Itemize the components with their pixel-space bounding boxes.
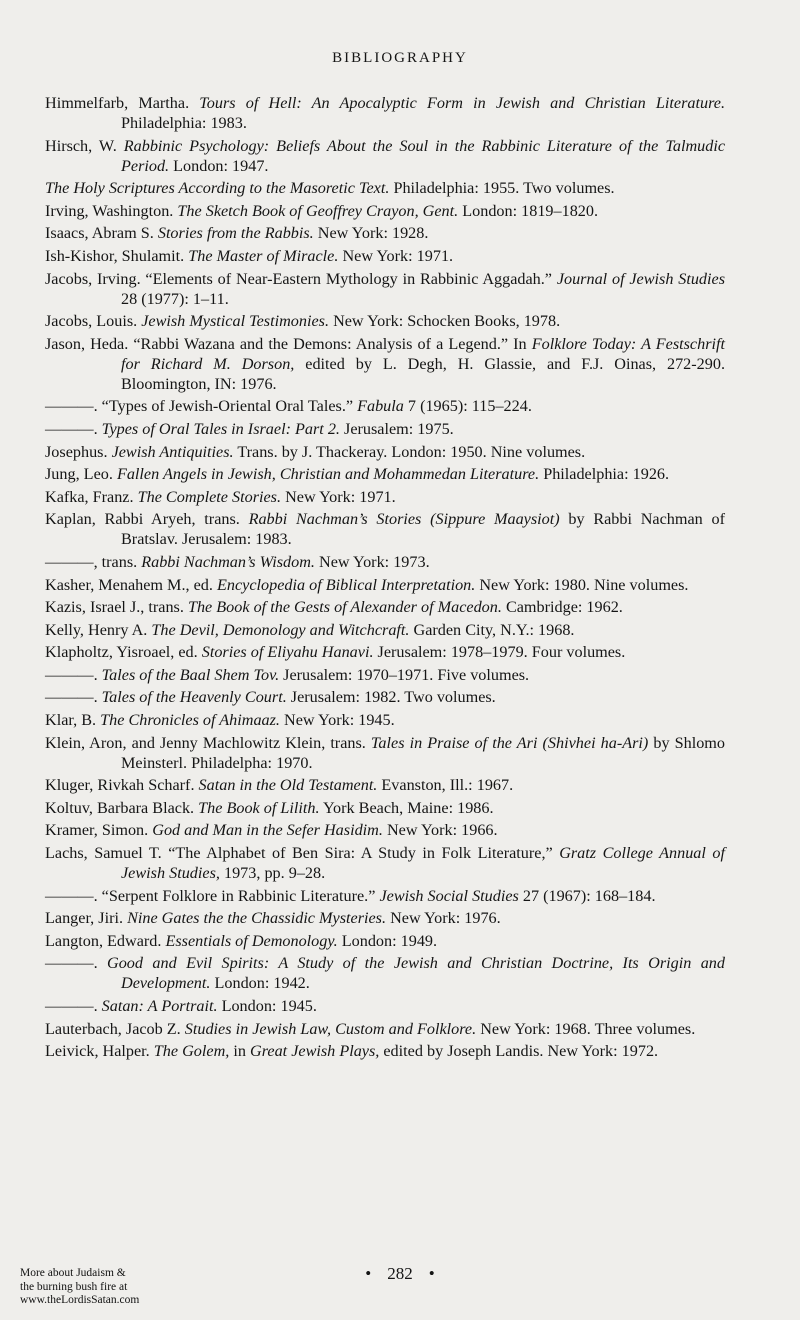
watermark-note [20, 1267, 180, 1308]
page-number-dot-left: • [365, 1264, 372, 1283]
entry-text: Josephus. [45, 442, 112, 461]
bibliography-entry [45, 269, 725, 309]
entry-text: Jerusalem: 1970–1971. Five volumes. [279, 665, 530, 684]
entry-text: London: 1942. [210, 974, 310, 993]
entry-title: Good and Evil Spirits: A Study of the Jewish and Christian Doctrine, Its Origin and Development. [107, 954, 725, 993]
entry-text: Jacobs, Irving. “Elements of Near-Eastern Mythology in Rabbinic Aggadah.” [45, 269, 557, 288]
bibliography-entry [45, 620, 725, 640]
entry-text: Trans. by J. Thackeray. London: 1950. Nine volumes. [233, 442, 586, 461]
bibliography-entry [45, 908, 725, 928]
entry-text: 7 (1965): 115–224. [403, 397, 532, 416]
entry-title: Jewish Social Studies [379, 886, 519, 905]
entry-title: Essentials of Demonology. [165, 931, 338, 950]
page-number-dot-right: • [428, 1264, 435, 1283]
entry-text: Jerusalem: 1982. Two volumes. [286, 688, 496, 707]
entry-text: Klar, B. [45, 711, 101, 730]
entry-title: The Holy Scriptures According to the Masoretic Text. [45, 179, 390, 198]
entry-text: Klapholtz, Yisroael, ed. [45, 643, 202, 662]
entry-title: The Master of Miracle. [188, 246, 339, 265]
entry-text: ———. “Serpent Folklore in Rabbinic Literature.” [45, 886, 380, 905]
entry-title: Gratz College Annual of Jewish Studies, [121, 844, 725, 883]
entry-title: Satan: A Portrait. [101, 997, 218, 1015]
bibliography-entry [45, 464, 725, 484]
entry-text: Garden City, N.Y.: 1968. [409, 620, 575, 639]
entry-text: New York: 1980. Nine volumes. [475, 575, 689, 594]
bibliography-entry [45, 396, 725, 416]
entry-text: Himmelfarb, Martha. [45, 94, 200, 112]
entry-text: ———. [45, 688, 102, 707]
bibliography-entry [45, 597, 725, 617]
bibliography-entry [45, 820, 725, 840]
entry-text: ———. “Types of Jewish-Oriental Oral Tales.” [45, 397, 358, 416]
entry-text: Kluger, Rivkah Scharf. [45, 776, 199, 795]
entry-text: London: 1819–1820. [458, 201, 599, 220]
entry-text: Evanston, Ill.: 1967. [377, 776, 514, 795]
entry-text: Philadelphia: 1926. [539, 465, 670, 484]
entry-title: God and Man in the Sefer Hasidim. [152, 821, 383, 840]
entry-text: London: 1945. [217, 997, 317, 1015]
entry-text: Leivick, Halper. [45, 1042, 154, 1061]
entry-title: The Devil, Demonology and Witchcraft. [151, 620, 410, 639]
entry-title: Studies in Jewish Law, Custom and Folklore. [184, 1019, 477, 1038]
entry-text: edited by Joseph Landis. New York: 1972. [379, 1042, 659, 1061]
watermark-note-line: More about Judaism & [20, 1267, 126, 1279]
bibliography-entry [45, 442, 725, 462]
entry-text: Isaacs, Abram S. [45, 224, 158, 243]
entry-text: Jerusalem: 1978–1979. Four volumes. [373, 643, 626, 662]
running-header: BIBLIOGRAPHY [332, 50, 468, 66]
entry-title: Types of Oral Tales in Israel: Part 2. [101, 419, 340, 438]
bibliography-entry [45, 642, 725, 662]
bibliography-entry [45, 487, 725, 507]
bibliography-entry [45, 246, 725, 266]
entry-title: Jewish Antiquities. [111, 442, 234, 461]
entry-title: The Book of the Gests of Alexander of Macedon. [187, 598, 502, 617]
bibliography-entry [45, 136, 725, 176]
entry-title: Fabula [357, 397, 404, 416]
bibliography-entry [45, 665, 725, 685]
entry-title: Journal of Jewish Studies [556, 269, 726, 288]
entry-title: The Chronicles of Ahimaaz. [100, 711, 280, 730]
entry-text: New York: 1945. [279, 711, 395, 730]
bibliography-entry [45, 311, 725, 331]
bibliography-entry [45, 334, 725, 394]
entry-text: Kazis, Israel J., trans. [45, 598, 188, 617]
page-number: 282 [387, 1264, 413, 1283]
bibliography-entry [45, 201, 725, 221]
entry-text: Lachs, Samuel T. “The Alphabet of Ben Sira: A Study in Folk Literature,” [45, 844, 560, 863]
entry-text: Kafka, Franz. [45, 487, 138, 506]
entry-title: Rabbi Nachman’s Stories (Sippure Maaysiot) [248, 510, 560, 529]
entry-text: Kramer, Simon. [45, 821, 153, 840]
entry-title: Encyclopedia of Biblical Interpretation. [216, 575, 476, 594]
entry-text: Langton, Edward. [45, 931, 166, 950]
watermark-note-link[interactable]: www.theLordisSatan.com [20, 1294, 140, 1306]
entry-text: ———. [45, 997, 102, 1015]
entry-text: Klein, Aron, and Jenny Machlowitz Klein, trans. [45, 733, 371, 752]
entry-title: Tales in Praise of the Ari (Shivhei ha-Ari) [370, 733, 649, 752]
entry-text: London: 1949. [337, 931, 438, 950]
entry-text: New York: 1968. Three volumes. [476, 1019, 696, 1038]
entry-text: Jacobs, Louis. [45, 312, 142, 331]
entry-text: Kaplan, Rabbi Aryeh, trans. [45, 510, 249, 529]
entry-text: New York: 1971. [281, 487, 396, 506]
entry-title: Tales of the Baal Shem Tov. [101, 665, 280, 684]
entry-text: in [229, 1042, 250, 1061]
entry-text: York Beach, Maine: 1986. [319, 798, 494, 817]
entry-text: ———. [45, 954, 108, 973]
watermark-note-line: the burning bush fire at [20, 1280, 128, 1293]
entry-text: Irving, Washington. [45, 201, 178, 220]
entry-text: New York: 1973. [314, 552, 430, 571]
bibliography-entry [45, 775, 725, 795]
entry-text: 1973, pp. 9–28. [219, 864, 326, 883]
bibliography-entry [45, 733, 725, 773]
entry-text: Philadelphia: 1955. Two volumes. [389, 179, 615, 198]
entry-title: Stories from the Rabbis. [157, 224, 314, 243]
bibliography-list [45, 93, 725, 1064]
entry-title: Satan in the Old Testament. [198, 776, 378, 795]
entry-text: Hirsch, W. [45, 136, 124, 155]
entry-title: The Sketch Book of Geoffrey Crayon, Gent. [177, 201, 459, 220]
bibliography-entry [45, 996, 725, 1016]
bibliography-entry [45, 552, 725, 572]
entry-text: New York: 1971. [338, 246, 454, 265]
bibliography-entry [45, 419, 725, 439]
entry-text: Koltuv, Barbara Black. [45, 798, 199, 817]
entry-title: Great Jewish Plays, [250, 1042, 380, 1061]
entry-title: Nine Gates the the Chassidic Mysteries. [127, 909, 387, 928]
entry-title: Rabbi Nachman’s Wisdom. [141, 552, 315, 571]
entry-title: The Complete Stories. [137, 487, 282, 506]
entry-text: Kasher, Menahem M., ed. [45, 575, 217, 594]
bibliography-entry [45, 178, 725, 198]
entry-text: London: 1947. [169, 156, 269, 175]
entry-text: New York: 1976. [386, 909, 501, 928]
entry-text: ———, trans. [45, 552, 142, 571]
entry-text: New York: 1966. [382, 821, 498, 840]
bibliography-entry [45, 93, 725, 133]
entry-text: 28 (1977): 1–11. [121, 289, 229, 308]
bibliography-entry [45, 1041, 725, 1061]
entry-text: Jung, Leo. [45, 465, 117, 484]
entry-text: New York: 1928. [313, 224, 429, 243]
entry-text: Philadelphia: 1983. [121, 114, 247, 132]
entry-title: Fallen Angels in Jewish, Christian and Mohammedan Literature. [116, 465, 540, 484]
entry-title: Tours of Hell: An Apocalyptic Form in Jewish and Christian Literature. [199, 94, 726, 112]
bibliography-entry [45, 798, 725, 818]
entry-text: 27 (1967): 168–184. [518, 886, 656, 905]
entry-text: Cambridge: 1962. [501, 598, 623, 617]
entry-title: Stories of Eliyahu Hanavi. [201, 643, 374, 662]
entry-text: ———. [45, 665, 102, 684]
bibliography-entry [45, 509, 725, 549]
entry-title: Jewish Mystical Testimonies. [141, 312, 330, 331]
bibliography-entry [45, 886, 725, 906]
bibliography-entry [45, 953, 725, 993]
entry-title: Rabbinic Psychology: Beliefs About the Soul in the Rabbinic Literature of the Talmudic Period. [121, 136, 726, 175]
entry-text: edited by L. Degh, H. Glassie, and F.J. Oinas, 272-290. Bloomington, IN: 1976. [121, 354, 725, 393]
entry-text: Ish-Kishor, Shulamit. [45, 246, 189, 265]
entry-title: Tales of the Heavenly Court. [101, 688, 287, 707]
entry-text: by Shlomo Meinsterl. Philadelpha: 1970. [121, 733, 725, 772]
bibliography-entry [45, 710, 725, 730]
bibliography-entry [45, 1019, 725, 1039]
entry-text: Jerusalem: 1975. [339, 419, 454, 438]
entry-text: Langer, Jiri. [45, 909, 128, 928]
entry-text: by Rabbi Nachman of Bratslav. Jerusalem: 1983. [121, 510, 725, 549]
entry-title: The Book of Lilith. [198, 798, 320, 817]
bibliography-entry [45, 223, 725, 243]
bibliography-entry [45, 575, 725, 595]
entry-title: Folklore Today: A Festschrift for Richard M. Dorson, [121, 334, 725, 373]
entry-text: Kelly, Henry A. [45, 620, 152, 639]
entry-text: ———. [45, 419, 102, 438]
entry-title: The Golem, [153, 1042, 230, 1061]
bibliography-entry [45, 843, 725, 883]
entry-text: New York: Schocken Books, 1978. [329, 312, 561, 331]
entry-text: Jason, Heda. “Rabbi Wazana and the Demons: Analysis of a Legend.” In [45, 334, 532, 353]
bibliography-entry [45, 931, 725, 951]
entry-text: Lauterbach, Jacob Z. [45, 1019, 185, 1038]
bibliography-entry [45, 687, 725, 707]
